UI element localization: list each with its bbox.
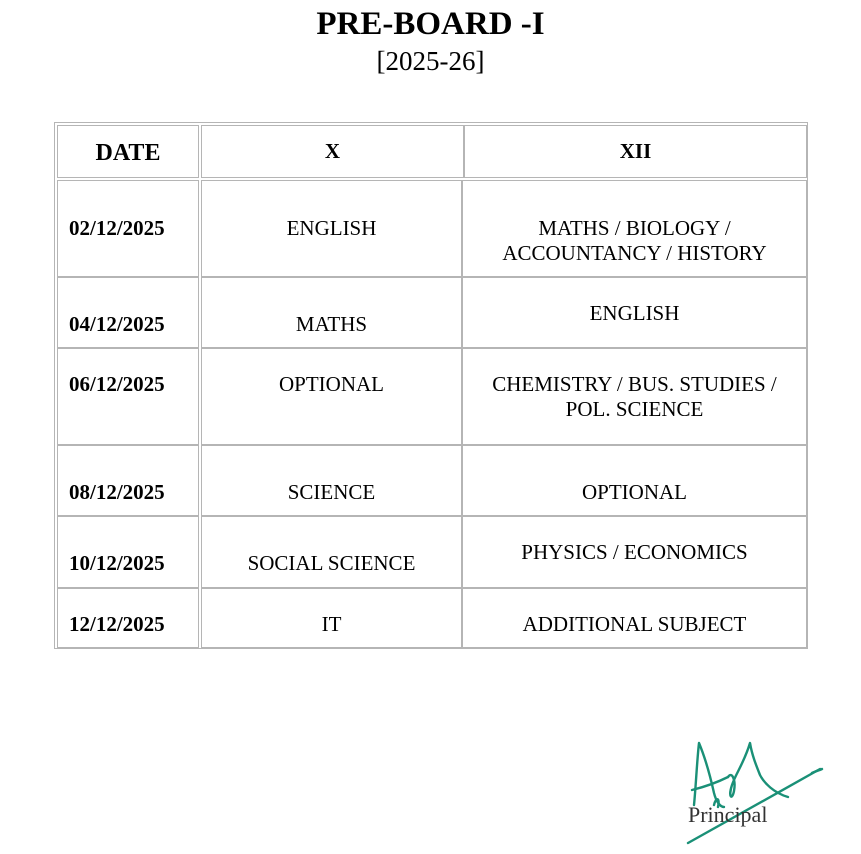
table-row-4-x: [201, 445, 462, 516]
date-text: 10/12/2025: [69, 551, 165, 575]
header-date-label: DATE: [95, 140, 161, 166]
subject-xii-line1: MATHS / BIOLOGY /: [538, 216, 731, 240]
header-x-label: X: [324, 139, 341, 163]
subject-x-text: SCIENCE: [287, 480, 376, 504]
schedule-table: [54, 122, 808, 649]
date-text: 06/12/2025: [69, 372, 165, 396]
table-row-2-x: [201, 277, 462, 348]
principal-label: Principal: [688, 802, 768, 827]
table-row-2-xii: [462, 277, 807, 348]
date-text: 02/12/2025: [69, 216, 165, 240]
header-date: [57, 125, 199, 178]
table-row-1-date: [57, 180, 199, 277]
header-xii: [464, 125, 807, 178]
subject-xii-line1: CHEMISTRY / BUS. STUDIES /: [492, 372, 777, 396]
table-row-6-x: [201, 588, 462, 648]
subject-xii-line2: ACCOUNTANCY / HISTORY: [502, 241, 767, 265]
subject-x-text: ENGLISH: [286, 216, 377, 240]
table-row-3-xii: [462, 348, 807, 445]
table-row-4-xii: [462, 445, 807, 516]
table-row-5-date: [57, 516, 199, 588]
header-x: [201, 125, 464, 178]
subject-x-text: MATHS: [295, 312, 368, 336]
table-row-5-xii: [462, 516, 807, 588]
header-xii-label: XII: [619, 139, 652, 163]
date-text: 04/12/2025: [69, 312, 165, 336]
subject-xii-line1: OPTIONAL: [582, 480, 687, 504]
table-row-1-x: [201, 180, 462, 277]
date-text: 08/12/2025: [69, 480, 165, 504]
subject-xii-line1: ENGLISH: [589, 301, 680, 325]
subject-x-text: IT: [321, 612, 342, 636]
table-row-3-date: [57, 348, 199, 445]
table-row-5-x: [201, 516, 462, 588]
subject-x-text: OPTIONAL: [279, 372, 384, 396]
principal-signature: [684, 735, 824, 847]
table-row-6-xii: [462, 588, 807, 648]
table-row-6-date: [57, 588, 199, 648]
date-text: 12/12/2025: [69, 612, 165, 636]
table-row-1-xii: [462, 180, 807, 277]
subject-xii-line2: POL. SCIENCE: [565, 397, 704, 421]
table-row-2-date: [57, 277, 199, 348]
table-row-3-x: [201, 348, 462, 445]
subject-xii-line1: PHYSICS / ECONOMICS: [521, 540, 748, 564]
subject-xii-line1: ADDITIONAL SUBJECT: [522, 612, 747, 636]
subject-x-text: SOCIAL SCIENCE: [247, 551, 416, 575]
page-subtitle: [2025-26]: [376, 46, 485, 76]
page-title: PRE-BOARD -I: [316, 6, 545, 42]
table-row-4-date: [57, 445, 199, 516]
